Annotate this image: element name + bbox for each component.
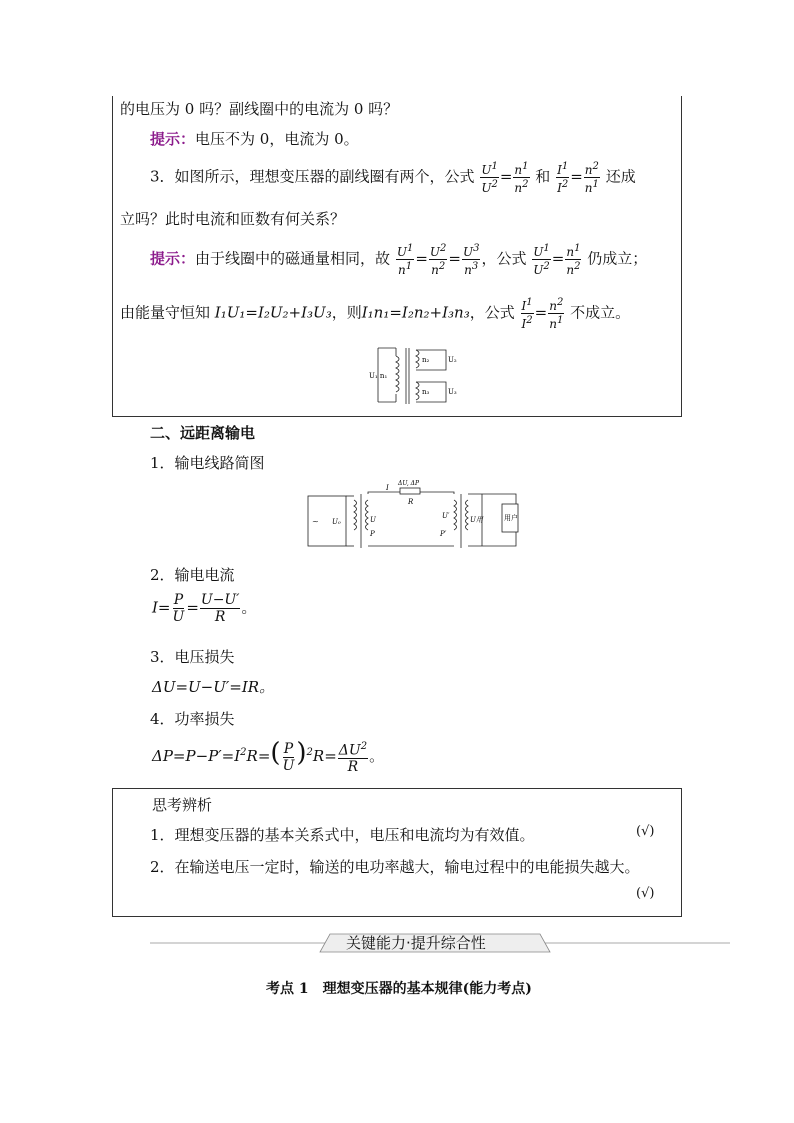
hint-line-2: 提示：由于线圈中的磁通量相同，故 $\frac{U^1}{n^1}$ = $\frac{U^2}{n^2}$ = $\frac{U^3}{n^3}$ ，公式 $\frac{U^1}{U^2}$ = $\frac{n^1}{n^2}$ 仍成立； <box>150 243 648 277</box>
statement-1-mark: (√) <box>636 824 655 839</box>
question-3-line-2: 立吗？此时电流和匝数有何关系？ <box>120 210 346 228</box>
hint2-mid: ，公式 <box>481 249 527 268</box>
box-title: 思考辨析 <box>152 796 213 814</box>
svg-text:n₂: n₂ <box>422 356 430 364</box>
formula-u-n: $\frac{U^1}{U^2}$ <box>481 161 498 195</box>
formula-i-n: $\frac{I^1}{I^2}$ <box>557 161 569 195</box>
svg-text:n₃: n₃ <box>422 388 430 396</box>
energy-line: 由能量守恒知 I₁U₁=I₂U₂+I₃U₃，则I₁n₁=I₂n₂+I₃n₃，公式 $\frac{I^1}{I^2}$ = $\frac{n^2}{n^1}$ 不成立。 <box>120 297 631 331</box>
section-title: 二、远距离输电 <box>150 424 256 442</box>
power-loss-formula: $\Delta P=P-P'=I^2R=$( $\frac{P}{U}$ )$^2$R= $\frac{\Delta U^2}{R}$ 。 <box>152 738 385 776</box>
hint-text: 电压不为 0，电流为 0。 <box>195 130 359 148</box>
svg-text:I: I <box>386 484 389 492</box>
svg-text:U₀: U₀ <box>332 518 341 526</box>
q3-suffix: 还成 <box>605 167 636 186</box>
banner-title: 关键能力·提升综合性 <box>346 934 486 952</box>
current-formula: I= $\frac{P}{U}$ = $\frac{U-U'}{R}$ 。 <box>152 592 257 625</box>
svg-text:ΔU, ΔP: ΔU, ΔP <box>398 480 420 487</box>
item-2: 2．输电电流 <box>150 566 235 584</box>
hint2-prefix: 由于线圈中的磁通量相同，故 <box>195 249 391 268</box>
transformer-two-secondary-figure <box>366 342 466 408</box>
q3-prefix: 3．如图所示，理想变压器的副线圈有两个，公式 <box>150 167 475 186</box>
hint-label: 提示： <box>150 249 196 268</box>
voltage-loss-formula: ΔU=U−U′=IR。 <box>152 678 275 696</box>
statement-2: 2．在输送电压一定时，输送的电功率越大，输电过程中的电能损失越大。 <box>150 858 640 876</box>
svg-text:P′: P′ <box>440 530 447 538</box>
svg-text:P: P <box>370 530 375 538</box>
q3-and: 和 <box>535 167 551 186</box>
hint-label: 提示： <box>150 130 196 148</box>
hint2-suffix: 仍成立； <box>587 249 648 268</box>
svg-text:U: U <box>370 516 376 524</box>
energy-eq1: I₁U₁=I₂U₂+I₃U₃ <box>214 303 332 322</box>
item-1: 1．输电线路简图 <box>150 454 265 472</box>
svg-text:U₂: U₂ <box>448 356 457 364</box>
svg-text:U用: U用 <box>470 516 483 524</box>
question-line: 的电压为 0 吗？副线圈中的电流为 0 吗？ <box>120 100 399 118</box>
svg-text:U₁ n₁: U₁ n₁ <box>369 372 388 380</box>
svg-text:用户: 用户 <box>504 514 518 522</box>
statement-2-mark: (√) <box>636 886 655 901</box>
svg-text:~: ~ <box>312 517 319 526</box>
statement-1: 1．理想变压器的基本关系式中，电压和电流均为有效值。 <box>150 826 535 844</box>
hint-line-1 <box>150 128 359 149</box>
svg-text:U₃: U₃ <box>448 388 457 396</box>
question-3-line: 3．如图所示，理想变压器的副线圈有两个，公式 $\frac{U^1}{U^2}$ = $\frac{n^1}{n^2}$ 和 $\frac{I^1}{I^2}$ = $\frac{n^2}{n^1}$ 还成 <box>150 161 636 195</box>
item-4: 4．功率损失 <box>150 710 235 728</box>
svg-text:U′: U′ <box>442 512 450 520</box>
energy-eq2: I₁n₁=I₂n₂+I₃n₃ <box>361 303 470 322</box>
transmission-line-diagram <box>306 478 526 550</box>
item-3: 3．电压损失 <box>150 648 235 666</box>
kaodian-title: 考点 1 理想变压器的基本规律(能力考点) <box>266 981 532 997</box>
svg-text:R: R <box>408 498 414 506</box>
